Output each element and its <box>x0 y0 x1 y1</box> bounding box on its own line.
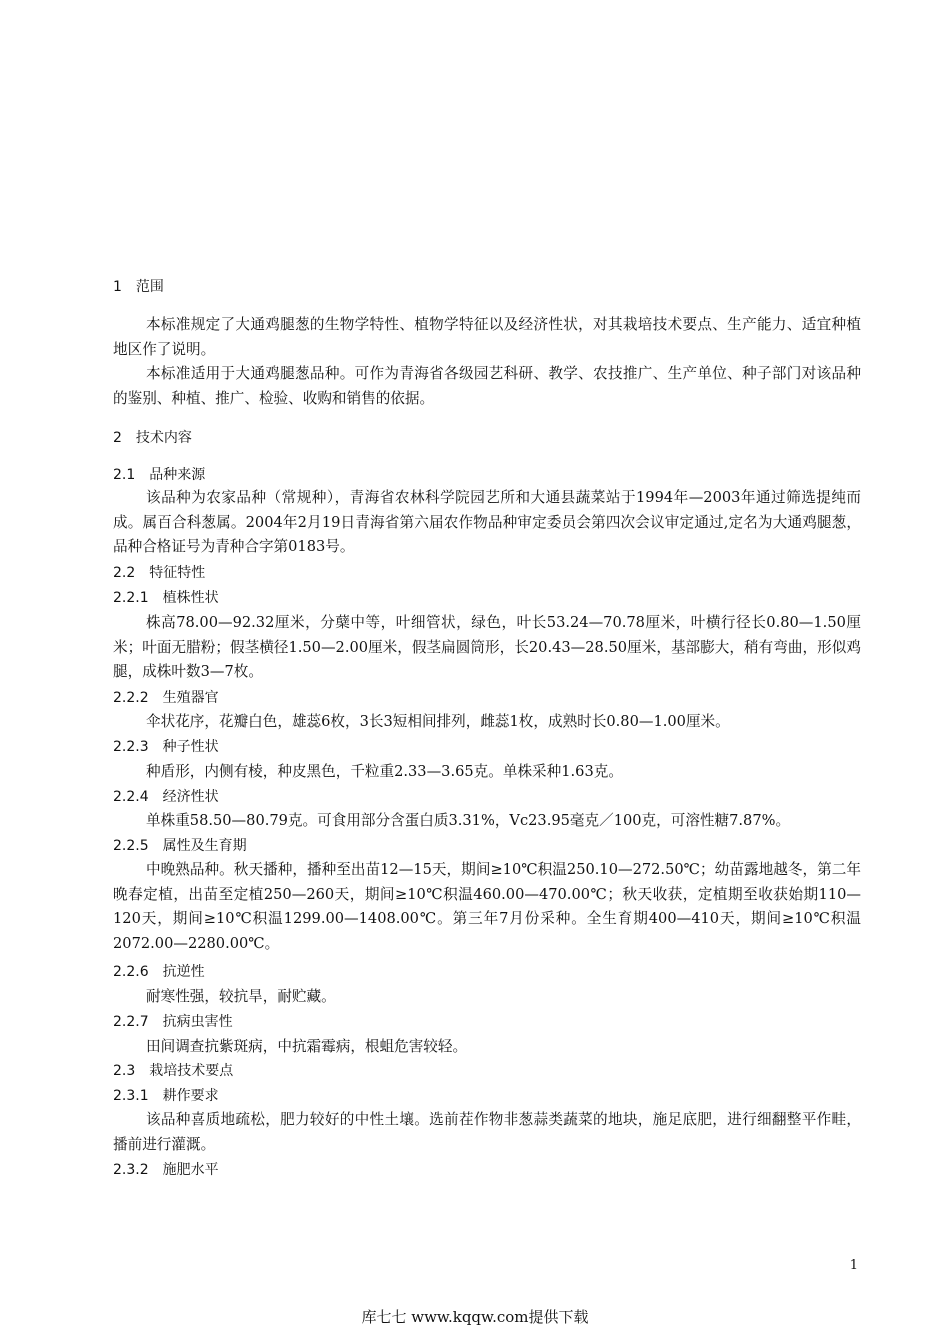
section-heading-2-1 <box>113 465 205 485</box>
paragraph-plant-traits: 株高78.00—92.32厘米，分蘖中等，叶细管状，绿色，叶长53.24—70.78厘米，叶横行径长0.80—1.50厘米；叶面无腊粉；假茎横径1.50—2.00厘米，假茎扁圆筒形，长20.43—28.50厘米，基部膨大，稍有弯曲，形似鸡腿，成株叶数3—7枚。 <box>113 614 861 680</box>
section-heading-2-2-6 <box>113 962 205 982</box>
heading-title: 植株性状 <box>162 590 219 606</box>
section-heading-2-2-5 <box>113 836 247 856</box>
paragraph-growth-period: 中晚熟品种。秋天播种，播种至出苗12—15天，期间≥10℃积温250.10—272.50℃；幼苗露地越冬，第二年晚春定植，出苗至定植250—260天，期间≥10℃积温460.00—470.00℃；秋天收获，定植期至收获始期110—120天，期间≥10℃积温1299.00—1408.00℃。第三年7月份采种。全生育期400—410天，期间≥10℃积温2072.00—2280.00℃。 <box>113 861 861 952</box>
section-heading-2-2-1 <box>113 588 219 608</box>
heading-number: 2.2.4 <box>113 789 149 805</box>
download-footer: 库七七 www.kqqw.com提供下载 <box>361 1308 589 1326</box>
paragraph-reproductive-organs: 伞状花序，花瓣白色，雄蕊6枚，3长3短相间排列，雌蕊1枚，成熟时长0.80—1.00厘米。 <box>146 713 730 730</box>
heading-title: 范围 <box>135 279 164 295</box>
section-heading-1 <box>113 277 164 297</box>
paragraph-scope-2: 本标准适用于大通鸡腿葱品种。可作为青海省各级园艺科研、教学、农技推广、生产单位、种子部门对该品种的鉴别、种植、推广、检验、收购和销售的依据。 <box>113 365 861 407</box>
heading-number: 2 <box>113 430 122 446</box>
section-heading-2-2-3 <box>113 737 219 757</box>
heading-number: 2.2.7 <box>113 1014 149 1030</box>
heading-title: 品种来源 <box>149 467 206 483</box>
heading-number: 2.2.2 <box>113 690 149 706</box>
heading-number: 2.2 <box>113 565 136 581</box>
paragraph-scope-1: 本标准规定了大通鸡腿葱的生物学特性、植物学特征以及经济性状，对其栽培技术要点、生产能力、适宜种植地区作了说明。 <box>113 316 861 358</box>
heading-number: 2.3 <box>113 1063 136 1079</box>
heading-number: 2.2.1 <box>113 590 149 606</box>
heading-number: 2.3.1 <box>113 1088 149 1104</box>
section-heading-2-3-1 <box>113 1086 219 1106</box>
heading-number: 2.2.3 <box>113 739 149 755</box>
heading-number: 2.3.2 <box>113 1162 149 1178</box>
section-heading-2-2-7 <box>113 1012 233 1032</box>
paragraph-stress-resistance: 耐寒性强，较抗旱，耐贮藏。 <box>146 988 336 1005</box>
heading-title: 技术内容 <box>135 430 192 446</box>
heading-title: 特征特性 <box>149 565 206 581</box>
section-heading-2-2-4 <box>113 787 219 807</box>
heading-number: 1 <box>113 279 122 295</box>
heading-number: 2.2.5 <box>113 838 149 854</box>
heading-number: 2.2.6 <box>113 964 149 980</box>
heading-title: 耕作要求 <box>162 1088 219 1104</box>
paragraph-variety-source: 该品种为农家品种（常规种），青海省农林科学院园艺所和大通县蔬菜站于1994年—2003年通过筛选提纯而成。属百合科葱属。2004年2月19日青海省第六届农作物品种审定委员会第四次会议审定通过,定名为大通鸡腿葱，品种合格证号为青种合字第0183号。 <box>113 489 861 555</box>
heading-title: 经济性状 <box>162 789 219 805</box>
heading-title: 抗病虫害性 <box>162 1014 233 1030</box>
heading-title: 抗逆性 <box>162 964 205 980</box>
heading-number: 2.1 <box>113 467 136 483</box>
section-heading-2-2 <box>113 563 205 583</box>
heading-title: 栽培技术要点 <box>149 1063 234 1079</box>
paragraph-seed-traits: 种盾形，内侧有棱，种皮黑色，千粒重2.33—3.65克。单株采种1.63克。 <box>146 763 623 780</box>
heading-title: 生殖器官 <box>162 690 219 706</box>
section-heading-2-2-2 <box>113 688 219 708</box>
paragraph-economic-traits: 单株重58.50—80.79克。可食用部分含蛋白质3.31%，Vc23.95毫克／100克，可溶性糖7.87%。 <box>146 812 791 829</box>
section-heading-2 <box>113 428 192 448</box>
paragraph-pest-resistance: 田间调查抗紫斑病，中抗霜霉病，根蛆危害较轻。 <box>146 1038 468 1055</box>
paragraph-tillage: 该品种喜质地疏松，肥力较好的中性土壤。选前茬作物非葱蒜类蔬菜的地块，施足底肥，进行细翻整平作畦，播前进行灌溉。 <box>113 1111 861 1153</box>
heading-title: 种子性状 <box>162 739 219 755</box>
section-heading-2-3 <box>113 1061 233 1081</box>
heading-title: 施肥水平 <box>162 1162 219 1178</box>
page-number: 1 <box>849 1258 858 1273</box>
section-heading-2-3-2 <box>113 1160 219 1180</box>
heading-title: 属性及生育期 <box>162 838 247 854</box>
